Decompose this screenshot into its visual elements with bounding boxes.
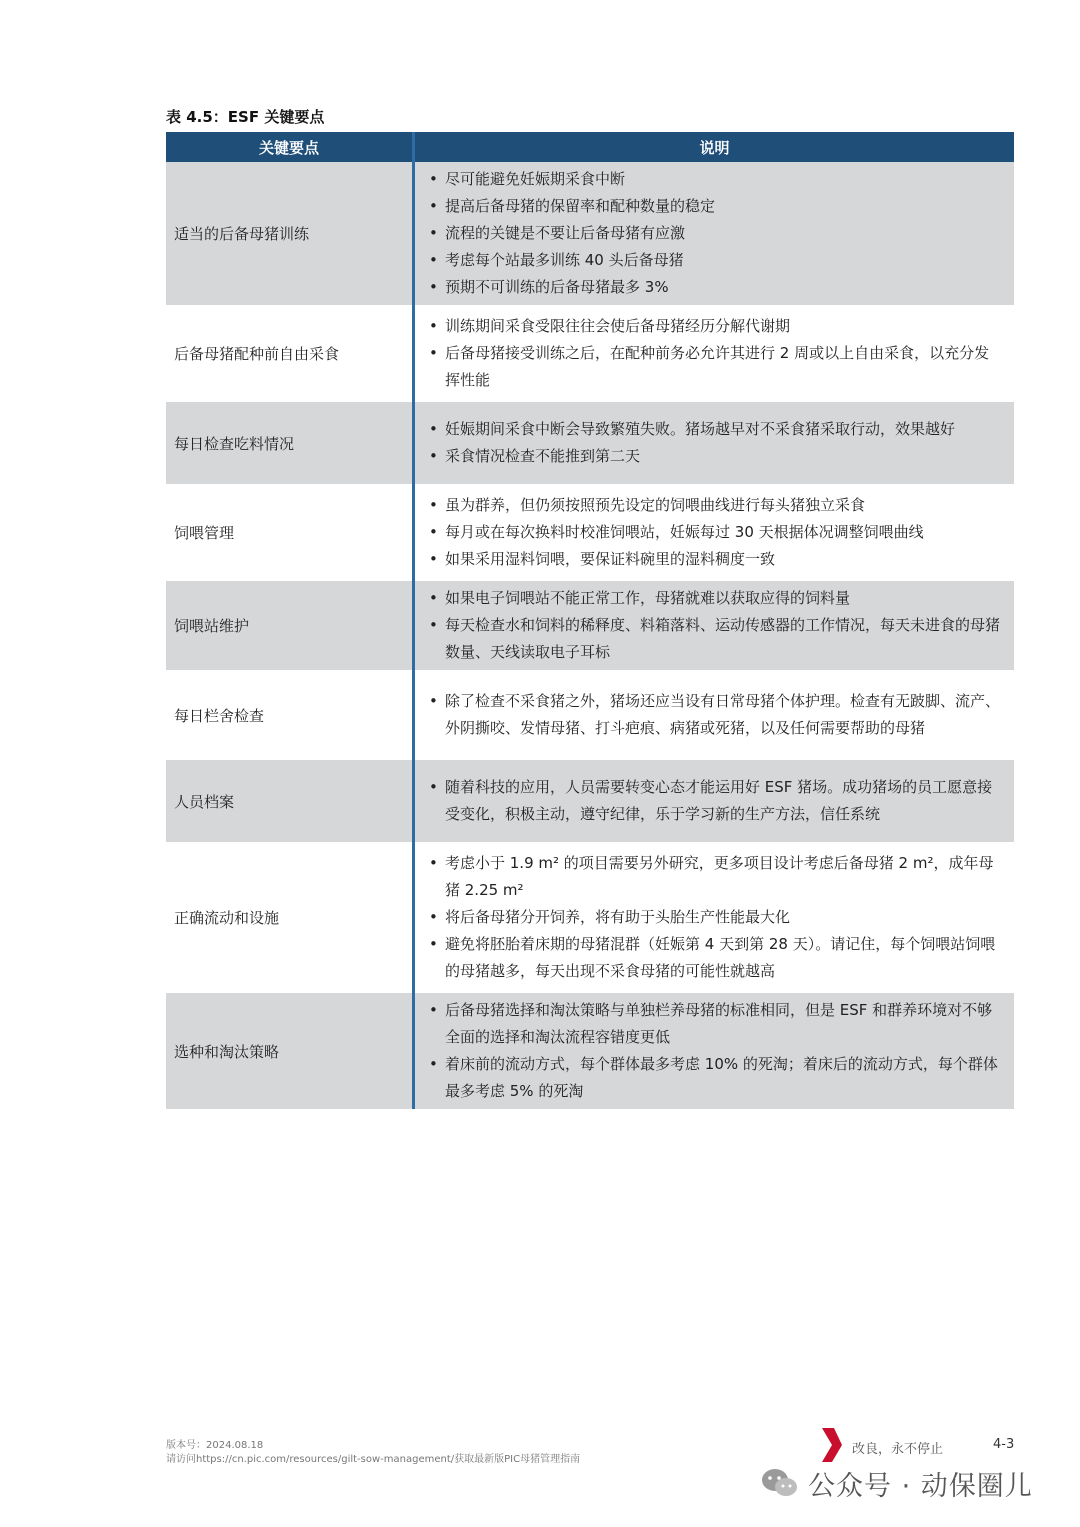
bullet-item: • 虽为群养，但仍须按照预先设定的饲喂曲线进行每头猪独立采食 (427, 492, 1004, 519)
description-cell (414, 488, 1015, 577)
bullet-item: • 提高后备母猪的保留率和配种数量的稳定 (427, 193, 1004, 220)
bullet-list (427, 774, 1004, 828)
table-row (166, 846, 1014, 989)
table-row (166, 581, 1014, 670)
wechat-icon (760, 1466, 800, 1500)
key-point-cell: 饲喂管理 (166, 488, 414, 577)
page-number: 4-3 (993, 1437, 1015, 1452)
bullet-item: • 训练期间采食受限往往会使后备母猪经历分解代谢期 (427, 313, 1004, 340)
header-key-points: 关键要点 (166, 132, 414, 162)
key-point-cell: 正确流动和设施 (166, 846, 414, 989)
key-point-cell: 每日栏舍检查 (166, 674, 414, 756)
bullet-item: • 除了检查不采食猪之外，猪场还应当设有日常母猪个体护理。检查有无跛脚、流产、外阴撕咬、发情母猪、打斗疤痕、病猪或死猪，以及任何需要帮助的母猪 (427, 688, 1004, 742)
table-body (166, 162, 1014, 1109)
bullet-list (427, 585, 1004, 666)
description-cell (414, 309, 1015, 398)
bullet-item: • 如果电子饲喂站不能正常工作，母猪就难以获取应得的饲料量 (427, 585, 1004, 612)
table-row (166, 162, 1014, 305)
footer-slogan: 改良，永不停止 (852, 1442, 944, 1457)
bullet-list (427, 850, 1004, 985)
table-row (166, 993, 1014, 1109)
bullet-item: • 尽可能避免妊娠期采食中断 (427, 166, 1004, 193)
bullet-list (427, 688, 1004, 742)
bullet-item: • 每月或在每次换料时校准饲喂站，妊娠每过 30 天根据体况调整饲喂曲线 (427, 519, 1004, 546)
description-cell (414, 993, 1015, 1109)
esf-key-points-table (166, 132, 1014, 1109)
bullet-item: • 考虑小于 1.9 m² 的项目需要另外研究，更多项目设计考虑后备母猪 2 m²，成年母猪 2.25 m² (427, 850, 1004, 904)
key-point-cell: 每日检查吃料情况 (166, 402, 414, 484)
brand-chevron-icon (820, 1428, 844, 1462)
description-cell (414, 162, 1015, 305)
bullet-item: • 后备母猪选择和淘汰策略与单独栏养母猪的标准相同，但是 ESF 和群养环境对不够全面的选择和淘汰流程容错度更低 (427, 997, 1004, 1051)
table-row (166, 402, 1014, 484)
bullet-item: • 着床前的流动方式，每个群体最多考虑 10% 的死淘；着床后的流动方式，每个群体最多考虑 5% 的死淘 (427, 1051, 1004, 1105)
key-point-cell: 适当的后备母猪训练 (166, 162, 414, 305)
bullet-item: • 采食情况检查不能推到第二天 (427, 443, 1004, 470)
bullet-list (427, 492, 1004, 573)
bullet-item: • 避免将胚胎着床期的母猪混群（妊娠第 4 天到第 28 天）。请记住，每个饲喂站饲喂的母猪越多，每天出现不采食母猪的可能性就越高 (427, 931, 1004, 985)
bullet-list (427, 313, 1004, 394)
table-row (166, 674, 1014, 756)
footer-version: 版本号：2024.08.18 (166, 1440, 264, 1451)
description-cell (414, 402, 1015, 484)
table-caption: 表 4.5：ESF 关键要点 (166, 108, 325, 126)
bullet-item: • 每天检查水和饲料的稀释度、料箱落料、运动传感器的工作情况，每天未进食的母猪数量、天线读取电子耳标 (427, 612, 1004, 666)
bullet-list (427, 166, 1004, 301)
key-point-cell: 选种和淘汰策略 (166, 993, 414, 1109)
bullet-list (427, 416, 1004, 470)
bullet-item: • 妊娠期间采食中断会导致繁殖失败。猪场越早对不采食猪采取行动，效果越好 (427, 416, 1004, 443)
key-point-cell: 后备母猪配种前自由采食 (166, 309, 414, 398)
table-row (166, 309, 1014, 398)
description-cell (414, 760, 1015, 842)
footer-url: 请访问https://cn.pic.com/resources/gilt-sow-management/获取最新版PIC母猪管理指南 (166, 1454, 581, 1465)
key-point-cell: 饲喂站维护 (166, 581, 414, 670)
watermark-text: 公众号 · 动保圈儿 (808, 1471, 1033, 1502)
description-cell (414, 581, 1015, 670)
bullet-list (427, 997, 1004, 1105)
description-cell (414, 846, 1015, 989)
key-point-cell: 人员档案 (166, 760, 414, 842)
bullet-item: • 随着科技的应用，人员需要转变心态才能运用好 ESF 猪场。成功猪场的员工愿意接受变化，积极主动，遵守纪律，乐于学习新的生产方法，信任系统 (427, 774, 1004, 828)
header-description: 说明 (414, 132, 1015, 162)
bullet-item: • 流程的关键是不要让后备母猪有应激 (427, 220, 1004, 247)
bullet-item: • 后备母猪接受训练之后，在配种前务必允许其进行 2 周或以上自由采食，以充分发挥性能 (427, 340, 1004, 394)
bullet-item: • 将后备母猪分开饲养，将有助于头胎生产性能最大化 (427, 904, 1004, 931)
bullet-item: • 预期不可训练的后备母猪最多 3% (427, 274, 1004, 301)
table-row (166, 488, 1014, 577)
table-row (166, 760, 1014, 842)
bullet-item: • 如果采用湿料饲喂，要保证料碗里的湿料稠度一致 (427, 546, 1004, 573)
bullet-item: • 考虑每个站最多训练 40 头后备母猪 (427, 247, 1004, 274)
table-header-row (166, 132, 1014, 162)
description-cell (414, 674, 1015, 756)
